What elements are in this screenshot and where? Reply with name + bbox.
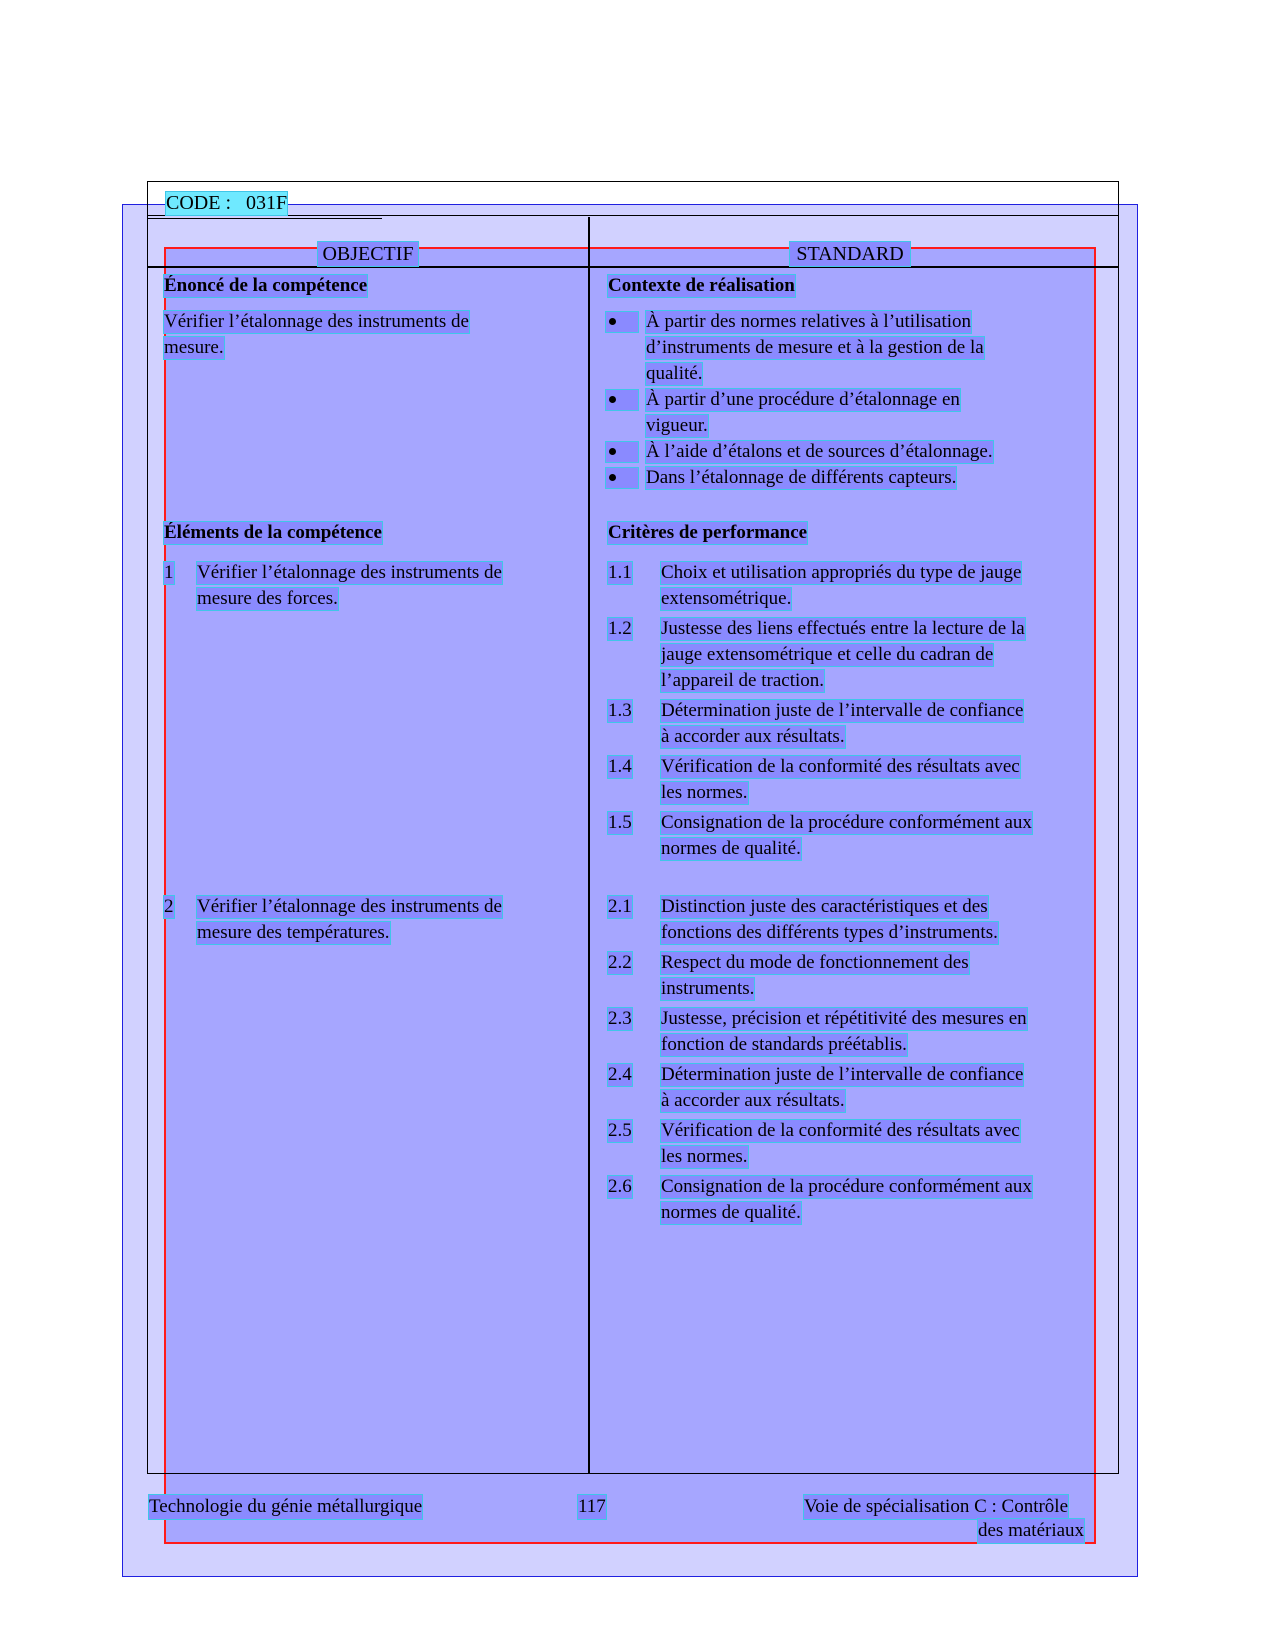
- bullet-icon: [606, 390, 638, 410]
- element-number: 1: [164, 562, 174, 583]
- critere-line: les normes.: [661, 782, 748, 803]
- code-field: [166, 192, 287, 215]
- footer-left: Technologie du génie métallurgique: [149, 1496, 423, 1517]
- critere-line: normes de qualité.: [661, 1202, 801, 1223]
- critere-line: à accorder aux résultats.: [661, 726, 845, 747]
- critere-number: 2.1: [608, 896, 632, 917]
- contexte-item-line: d’instruments de mesure et à la gestion de la: [646, 337, 984, 358]
- code-value: 031F: [246, 192, 288, 214]
- critere-number: 2.4: [608, 1064, 632, 1085]
- critere-line: Vérification de la conformité des résultats avec: [661, 756, 1020, 777]
- critere-number: 2.3: [608, 1008, 632, 1029]
- enonce-line: Vérifier l’étalonnage des instruments de: [164, 311, 469, 332]
- critere-number: 1.1: [608, 562, 632, 583]
- enonce-title: Énoncé de la compétence: [164, 275, 368, 296]
- critere-line: Choix et utilisation appropriés du type de jauge: [661, 562, 1022, 583]
- critere-number: 2.2: [608, 952, 632, 973]
- code-underline: [148, 218, 382, 219]
- contexte-item-line: À partir d’une procédure d’étalonnage en: [646, 389, 960, 410]
- code-label: CODE :: [166, 192, 231, 214]
- bullet-icon: [606, 442, 638, 462]
- elements-title: Éléments de la compétence: [164, 522, 382, 543]
- critere-line: Vérification de la conformité des résultats avec: [661, 1120, 1020, 1141]
- critere-line: Justesse des liens effectués entre la lecture de la: [661, 618, 1025, 639]
- header-standard: STANDARD: [790, 242, 910, 266]
- contexte-item-line: À l’aide d’étalons et de sources d’étalonnage.: [646, 441, 993, 462]
- bullet-icon: [606, 312, 638, 332]
- contexte-item-line: vigueur.: [646, 415, 708, 436]
- element-number: 2: [164, 896, 174, 917]
- critere-line: l’appareil de traction.: [661, 670, 825, 691]
- critere-line: instruments.: [661, 978, 755, 999]
- critere-number: 2.5: [608, 1120, 632, 1141]
- contexte-item-line: À partir des normes relatives à l’utilisation: [646, 311, 972, 332]
- critere-line: Distinction juste des caractéristiques et des: [661, 896, 988, 917]
- header-top-rule: [147, 215, 1119, 216]
- critere-number: 1.3: [608, 700, 632, 721]
- criteres-title: Critères de performance: [608, 522, 808, 543]
- footer-page-number: 117: [578, 1496, 606, 1517]
- critere-line: fonction de standards préétablis.: [661, 1034, 907, 1055]
- critere-line: à accorder aux résultats.: [661, 1090, 845, 1111]
- critere-line: extensométrique.: [661, 588, 792, 609]
- element-line: mesure des forces.: [197, 588, 338, 609]
- critere-number: 2.6: [608, 1176, 632, 1197]
- column-divider: [588, 217, 590, 1474]
- critere-line: fonctions des différents types d’instruments.: [661, 922, 998, 943]
- critere-line: les normes.: [661, 1146, 748, 1167]
- contexte-title: Contexte de réalisation: [608, 275, 795, 296]
- critere-line: Justesse, précision et répétitivité des mesures en: [661, 1008, 1027, 1029]
- critere-line: jauge extensométrique et celle du cadran de: [661, 644, 994, 665]
- footer-right-line2: des matériaux: [978, 1520, 1085, 1541]
- element-line: Vérifier l’étalonnage des instruments de: [197, 896, 502, 917]
- critere-line: Consignation de la procédure conformément aux: [661, 1176, 1032, 1197]
- critere-line: Détermination juste de l’intervalle de confiance: [661, 1064, 1024, 1085]
- contexte-item-line: qualité.: [646, 363, 703, 384]
- enonce-line: mesure.: [164, 337, 224, 358]
- footer-right-line1: Voie de spécialisation C : Contrôle: [804, 1496, 1069, 1517]
- bullet-icon: [606, 468, 638, 488]
- element-line: Vérifier l’étalonnage des instruments de: [197, 562, 502, 583]
- header-bottom-rule: [147, 266, 1119, 268]
- critere-line: Détermination juste de l’intervalle de confiance: [661, 700, 1024, 721]
- header-objectif: OBJECTIF: [318, 242, 418, 266]
- element-line: mesure des températures.: [197, 922, 390, 943]
- critere-line: normes de qualité.: [661, 838, 801, 859]
- critere-line: Consignation de la procédure conformément aux: [661, 812, 1032, 833]
- contexte-item-line: Dans l’étalonnage de différents capteurs.: [646, 467, 957, 488]
- critere-number: 1.2: [608, 618, 632, 639]
- critere-line: Respect du mode de fonctionnement des: [661, 952, 969, 973]
- critere-number: 1.4: [608, 756, 632, 777]
- critere-number: 1.5: [608, 812, 632, 833]
